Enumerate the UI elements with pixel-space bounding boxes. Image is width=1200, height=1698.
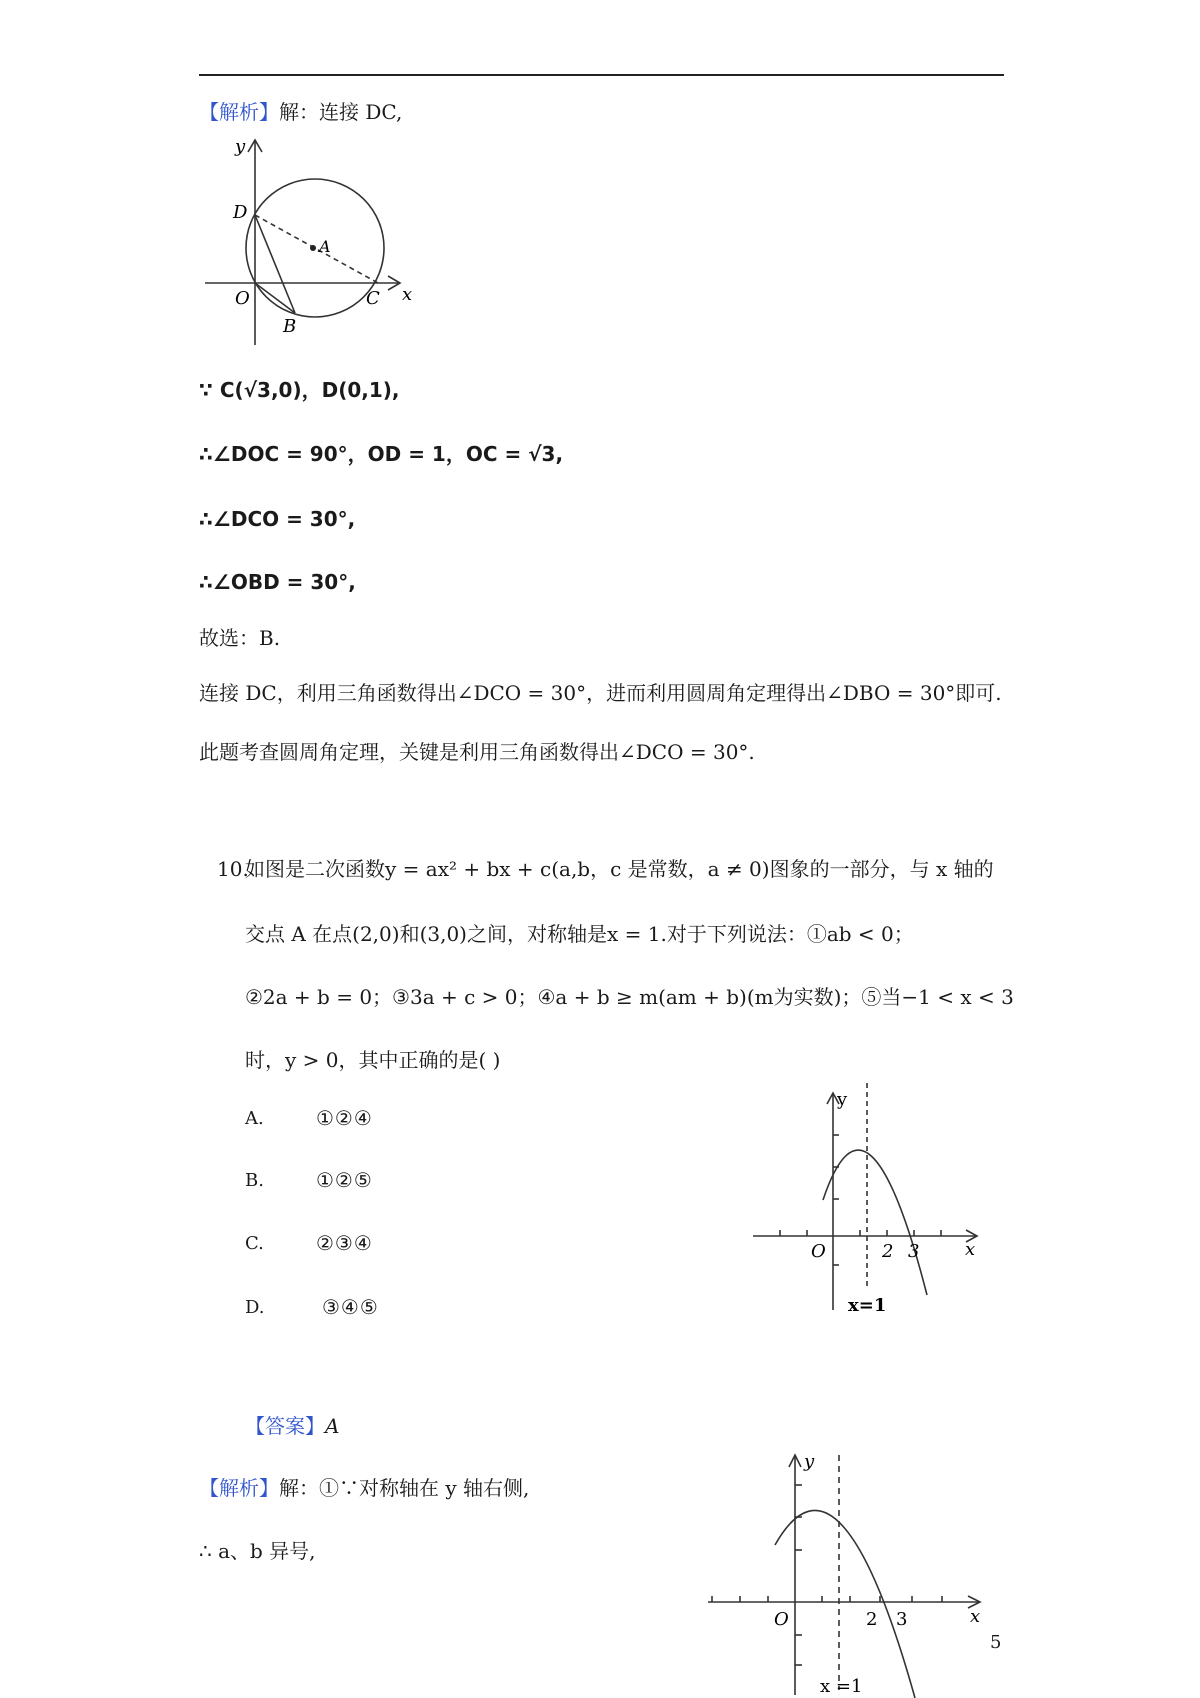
analysis-intro: 解：连接 DC, (279, 100, 403, 124)
question-line-4: 时，y > 0，其中正确的是( ) (245, 1048, 501, 1072)
label-c: C (366, 288, 380, 309)
parabola-curve (775, 1510, 915, 1698)
option-d-value: ③④⑤ (322, 1295, 379, 1319)
label-o: O (235, 288, 250, 309)
option-c-value: ②③④ (316, 1231, 373, 1255)
label-x: x (402, 284, 413, 305)
question-line-1: 如图是二次函数y = ax² + bx + c(a,b，c 是常数，a ≠ 0)图象的一部分，与 x 轴的 (245, 857, 994, 881)
graph-label-2: 2 (866, 1609, 878, 1630)
option-a-letter: A. (245, 1108, 264, 1129)
graph-label-3: 3 (896, 1609, 908, 1630)
label-a: A (319, 237, 331, 256)
comment-line-2: 此题考查圆周角定理，关键是利用三角函数得出∠DCO = 30°. (199, 740, 755, 764)
answer-value: A (325, 1414, 340, 1438)
question-number: 10. (217, 857, 249, 881)
parabola-curve (823, 1150, 927, 1295)
answer-tag: 【答案】 (245, 1414, 325, 1438)
graph-label-y: y (837, 1089, 848, 1110)
answer-analysis-tag: 【解析】 (199, 1476, 279, 1500)
answer-analysis-line-2: ∴ a、b 异号, (199, 1539, 316, 1563)
graph-label-axis: x =1 (820, 1676, 863, 1697)
page-number: 5 (990, 1632, 1002, 1653)
label-y: y (235, 136, 246, 157)
graph-label-axis: x=1 (848, 1295, 887, 1316)
choice-line: 故选：B. (199, 626, 281, 650)
analysis-tag: 【解析】 (199, 100, 279, 124)
answer-analysis-text: 解：①∵对称轴在 y 轴右侧, (279, 1476, 530, 1500)
label-d: D (233, 202, 248, 223)
question-line-3: ②2a + b = 0；③3a + c > 0；④a + b ≥ m(am + b)(m为实数)；⑤当−1 < x < 3 (245, 985, 1014, 1009)
step-1: ∵ C(√3,0)，D(0,1), (199, 378, 400, 402)
question-line-2: 交点 A 在点(2,0)和(3,0)之间，对称轴是x = 1.对于下列说法：①ab < 0； (245, 922, 914, 946)
header-rule (199, 74, 1004, 76)
answer-line (245, 1412, 339, 1440)
segment-dc (255, 215, 378, 283)
graph-label-o: O (811, 1241, 826, 1262)
step-2: ∴∠DOC = 90°，OD = 1，OC = √3, (199, 442, 564, 466)
point-a-dot (310, 245, 316, 251)
step-3: ∴∠DCO = 30°, (199, 507, 356, 531)
option-d-letter: D. (245, 1297, 265, 1318)
comment-line-1: 连接 DC，利用三角函数得出∠DCO = 30°，进而利用圆周角定理得出∠DBO = 30°即可. (199, 681, 1002, 705)
graph-label-2: 2 (882, 1241, 894, 1262)
graph-label-3: 3 (908, 1241, 920, 1262)
graph-label-y: y (804, 1451, 815, 1472)
answer-analysis-line-1 (199, 1474, 529, 1502)
parabola-graph-answer (700, 1445, 990, 1698)
analysis-heading (199, 98, 402, 126)
step-4: ∴∠OBD = 30°, (199, 570, 356, 594)
graph-label-x: x (970, 1606, 981, 1627)
option-c-letter: C. (245, 1233, 264, 1254)
option-b-letter: B. (245, 1170, 264, 1191)
parabola-graph-question (745, 1075, 995, 1315)
option-a-value: ①②④ (316, 1106, 373, 1130)
graph-label-x: x (965, 1239, 976, 1260)
label-b: B (283, 316, 297, 337)
option-b-value: ①②⑤ (316, 1168, 373, 1192)
graph-label-o: O (774, 1609, 789, 1630)
circle-figure (195, 130, 435, 355)
